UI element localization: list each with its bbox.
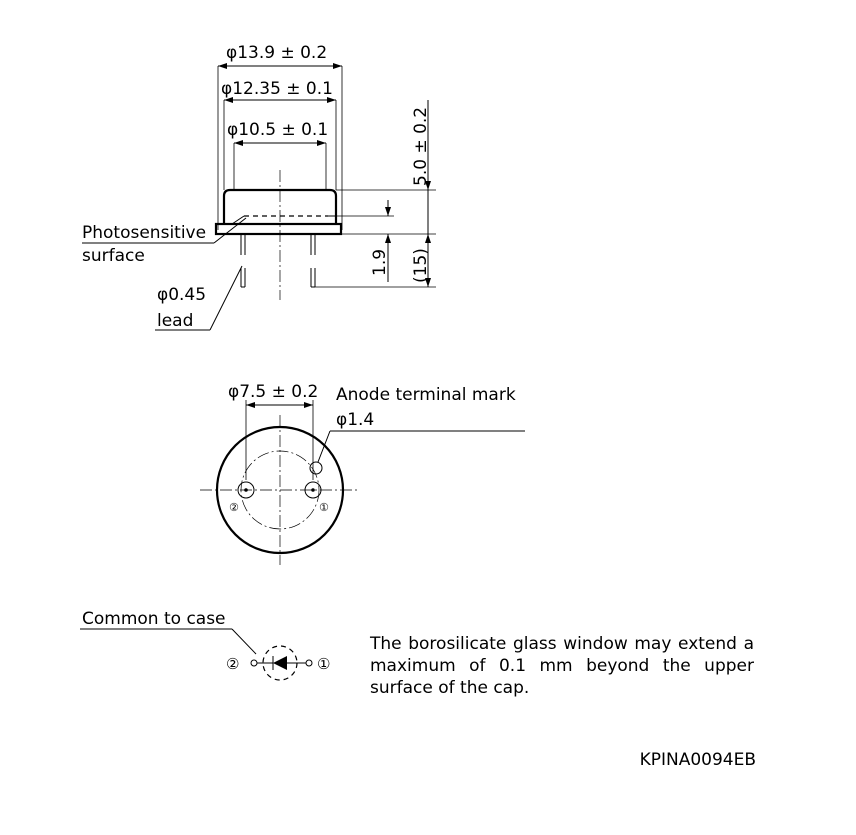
mark-diameter-dimension: φ1.4 xyxy=(336,410,375,430)
lead-length-dimension: (15) xyxy=(411,248,431,283)
schematic-pin-2: ② xyxy=(226,655,240,673)
glass-window-note: The borosilicate glass window may extend a maximum of 0.1 mm beyond the upper surface of the cap. xyxy=(370,634,754,698)
common-to-case-label: Common to case xyxy=(82,609,226,629)
pin-pitch-dimension: φ7.5 ± 0.2 xyxy=(228,382,319,402)
outer-diameter-dimension: φ13.9 ± 0.2 xyxy=(226,43,328,63)
lead-diameter-label: φ0.45 xyxy=(157,285,207,305)
schematic xyxy=(80,609,330,680)
anode-mark-label: Anode terminal mark xyxy=(336,385,516,405)
diode-symbol xyxy=(273,656,287,670)
flange-diameter-dimension: φ12.35 ± 0.1 xyxy=(221,79,333,99)
lead-left xyxy=(241,234,245,287)
flange-outline xyxy=(216,224,341,234)
photosensitive-label-line2: surface xyxy=(82,246,145,266)
drawing-code: KPINA0094EB xyxy=(639,750,756,770)
bottom-view xyxy=(200,382,525,565)
height-dimension: 5.0 ± 0.2 xyxy=(411,106,431,186)
schematic-pin-1: ① xyxy=(317,655,331,673)
surface-depth-dimension: 1.9 xyxy=(370,248,390,276)
window-diameter-dimension: φ10.5 ± 0.1 xyxy=(227,120,329,140)
photosensitive-label-line1: Photosensitive xyxy=(82,223,207,243)
pin-2-marker: ② xyxy=(229,501,239,514)
lead-right xyxy=(311,234,315,287)
side-view xyxy=(82,43,436,331)
lead-label: lead xyxy=(157,311,194,331)
pin-1-marker: ① xyxy=(319,501,329,514)
